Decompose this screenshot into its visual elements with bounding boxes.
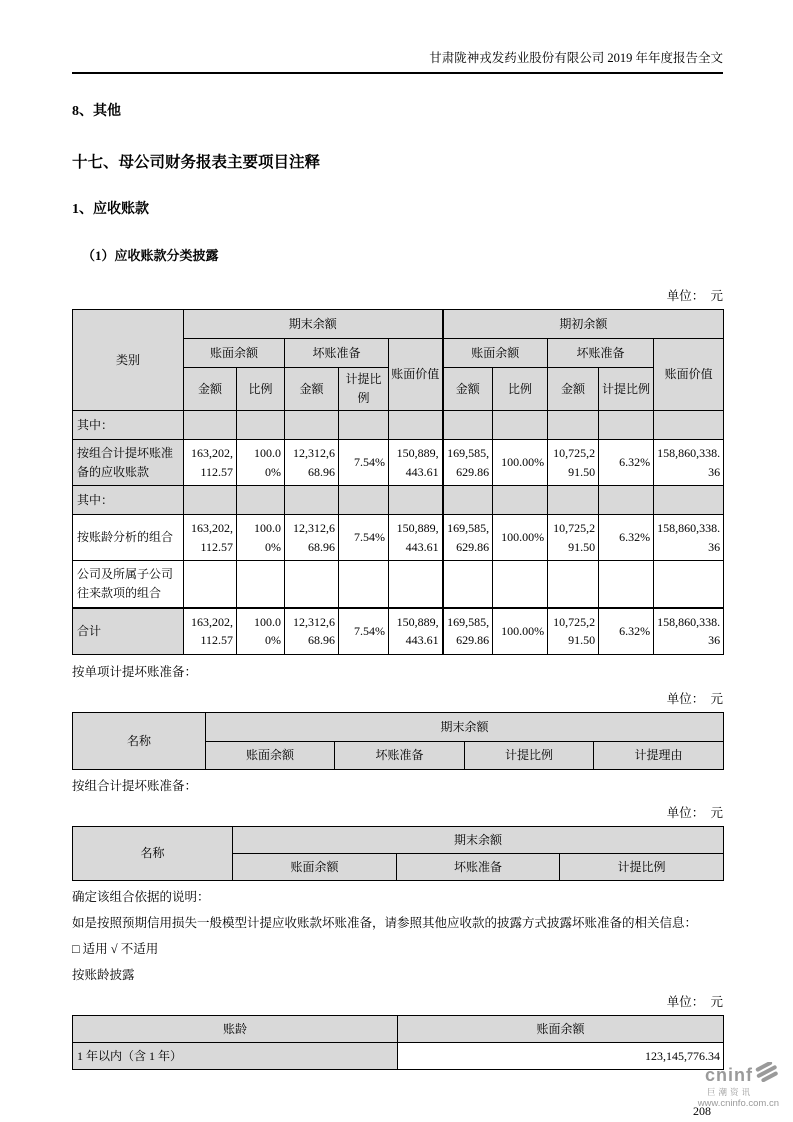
- col-header: 计提比例: [465, 742, 594, 770]
- unit-label: 单位： 元: [666, 995, 723, 1009]
- cell-empty: [443, 486, 493, 515]
- cninfo-logo: [698, 1062, 779, 1110]
- cell-empty: [599, 486, 654, 515]
- col-header: 期末余额: [206, 713, 724, 742]
- cell-empty: [237, 486, 285, 515]
- cell-empty: [654, 486, 724, 515]
- col-header: 坏账准备: [548, 339, 654, 368]
- table-row: [73, 486, 724, 515]
- cell-empty: [654, 561, 724, 608]
- applicable-checkline: □ 适用 √ 不适用: [72, 942, 159, 956]
- col-header: 计提比例: [339, 368, 389, 411]
- col-header: 金额: [184, 368, 237, 411]
- table-header-row: [73, 827, 724, 854]
- col-header: 金额: [548, 368, 599, 411]
- table-header-row: [73, 310, 724, 339]
- cell-value: 7.54%: [339, 515, 389, 561]
- cell-value: 6.32%: [599, 515, 654, 561]
- cninfo-logo-word: cninf: [705, 1064, 753, 1085]
- cell-empty: [548, 411, 599, 440]
- col-header: 账面价值: [654, 339, 724, 411]
- row-label: 1 年以内（含 1 年）: [73, 1043, 398, 1070]
- unit-label: 单位： 元: [666, 289, 723, 303]
- row-label: 按组合计提坏账准备的应收账款: [73, 440, 184, 486]
- row-label: 按账龄分析的组合: [73, 515, 184, 561]
- row-label: 其中：: [73, 486, 184, 515]
- cell-value: 6.32%: [599, 608, 654, 655]
- cell-empty: [389, 486, 443, 515]
- cell-value: 163,202,112.57: [184, 608, 237, 655]
- aging-table: [72, 1015, 724, 1070]
- cell-empty: [548, 561, 599, 608]
- cell-empty: [493, 411, 548, 440]
- cell-empty: [285, 486, 339, 515]
- cell-value: 169,585,629.86: [443, 515, 493, 561]
- cell-empty: [339, 561, 389, 608]
- table-total-row: [73, 608, 724, 655]
- group-provision-table: [72, 826, 724, 881]
- col-header: 账面余额: [233, 854, 397, 881]
- cell-value: 169,585,629.86: [443, 440, 493, 486]
- cell-empty: [285, 561, 339, 608]
- heading-classification: （1）应收账款分类披露: [82, 248, 219, 263]
- cell-value: 7.54%: [339, 608, 389, 655]
- table-row: [73, 515, 724, 561]
- cell-value: 12,312,668.96: [285, 440, 339, 486]
- note-ecl: 如是按照预期信用损失一般模型计提应收账款坏账准备，请参照其他应收款的披露方式披露坏账准备的相关信息：: [72, 916, 698, 930]
- cell-empty: [389, 561, 443, 608]
- cell-empty: [339, 411, 389, 440]
- cell-empty: [237, 561, 285, 608]
- heading-other: 8、其他: [72, 104, 121, 119]
- cell-empty: [184, 561, 237, 608]
- cell-value: 100.00%: [237, 608, 285, 655]
- cell-empty: [339, 486, 389, 515]
- heading-receivables: 1、应收账款: [72, 202, 149, 217]
- col-header: 账面余额: [206, 742, 335, 770]
- cell-value: 100.00%: [493, 608, 548, 655]
- page-number: 208: [693, 1104, 711, 1118]
- note-aging-disclosure: 按账龄披露: [72, 968, 135, 982]
- cell-value: 6.32%: [599, 440, 654, 486]
- col-header: 坏账准备: [397, 854, 560, 881]
- col-header: 比例: [237, 368, 285, 411]
- col-header: 名称: [73, 827, 233, 881]
- table-row: [73, 561, 724, 608]
- cell-value: 163,202,112.57: [184, 515, 237, 561]
- cell-empty: [599, 561, 654, 608]
- cell-value: 100.00%: [237, 440, 285, 486]
- col-header: 计提比例: [560, 854, 724, 881]
- page-header: [72, 50, 723, 74]
- unit-label: 单位： 元: [666, 692, 723, 706]
- table-row: [73, 411, 724, 440]
- cell-empty: [237, 411, 285, 440]
- cell-value: 7.54%: [339, 440, 389, 486]
- cell-empty: [654, 411, 724, 440]
- cell-value: 158,860,338.36: [654, 608, 724, 655]
- cell-empty: [184, 411, 237, 440]
- cell-empty: [443, 411, 493, 440]
- col-header: 账龄: [73, 1016, 398, 1043]
- cell-value: 169,585,629.86: [443, 608, 493, 655]
- cninfo-swirl-icon: [755, 1062, 779, 1087]
- col-header: 账面价值: [389, 339, 443, 411]
- cell-value: 158,860,338.36: [654, 515, 724, 561]
- col-header: 期末余额: [233, 827, 724, 854]
- unit-label: 单位： 元: [666, 806, 723, 820]
- cell-empty: [443, 561, 493, 608]
- cell-value: 150,889,443.61: [389, 515, 443, 561]
- row-label: 公司及所属子公司往来款项的组合: [73, 561, 184, 608]
- cell-empty: [285, 411, 339, 440]
- cninfo-logo-subtitle: 巨潮资讯: [706, 1087, 753, 1097]
- note-single-item: 按单项计提坏账准备：: [72, 665, 198, 679]
- col-header: 计提比例: [599, 368, 654, 411]
- col-header: 账面余额: [184, 339, 285, 368]
- cell-value: 10,725,291.50: [548, 515, 599, 561]
- col-header: 计提理由: [594, 742, 724, 770]
- cninfo-logo-url: www.cninfo.com.cn: [697, 1098, 779, 1109]
- table-row: [73, 440, 724, 486]
- cell-value: 12,312,668.96: [285, 608, 339, 655]
- cell-value: 150,889,443.61: [389, 608, 443, 655]
- cell-value: 100.00%: [493, 515, 548, 561]
- table-row: [73, 1043, 724, 1070]
- cell-value: 10,725,291.50: [548, 608, 599, 655]
- heading-section: 十七、母公司财务报表主要项目注释: [72, 154, 321, 171]
- cell-value: 100.00%: [237, 515, 285, 561]
- row-label: 其中：: [73, 411, 184, 440]
- cell-empty: [389, 411, 443, 440]
- col-header: 期末余额: [184, 310, 443, 339]
- cell-value: 100.00%: [493, 440, 548, 486]
- cell-empty: [599, 411, 654, 440]
- cell-empty: [548, 486, 599, 515]
- cell-empty: [184, 486, 237, 515]
- cell-value: 150,889,443.61: [389, 440, 443, 486]
- receivables-classification-table: [72, 309, 724, 655]
- col-header: 账面余额: [443, 339, 548, 368]
- col-header: 坏账准备: [285, 339, 389, 368]
- note-by-group: 按组合计提坏账准备：: [72, 779, 198, 793]
- single-item-provision-table: [72, 712, 724, 770]
- cell-value: 123,145,776.34: [398, 1043, 724, 1070]
- cell-value: 163,202,112.57: [184, 440, 237, 486]
- col-header: 金额: [443, 368, 493, 411]
- col-header: 期初余额: [443, 310, 724, 339]
- col-header: 坏账准备: [335, 742, 465, 770]
- table-header-row: [73, 1016, 724, 1043]
- table-header-row: [73, 713, 724, 742]
- report-title: 甘肃陇神戎发药业股份有限公司 2019 年年度报告全文: [429, 51, 723, 65]
- cell-empty: [493, 486, 548, 515]
- note-group-basis: 确定该组合依据的说明：: [72, 890, 210, 904]
- col-header: 比例: [493, 368, 548, 411]
- cell-value: 158,860,338.36: [654, 440, 724, 486]
- row-label: 合计: [73, 608, 184, 655]
- col-header: 账面余额: [398, 1016, 724, 1043]
- col-header: 名称: [73, 713, 206, 770]
- cell-value: 12,312,668.96: [285, 515, 339, 561]
- col-header: 金额: [285, 368, 339, 411]
- col-header: 类别: [73, 310, 184, 411]
- cell-value: 10,725,291.50: [548, 440, 599, 486]
- cell-empty: [493, 561, 548, 608]
